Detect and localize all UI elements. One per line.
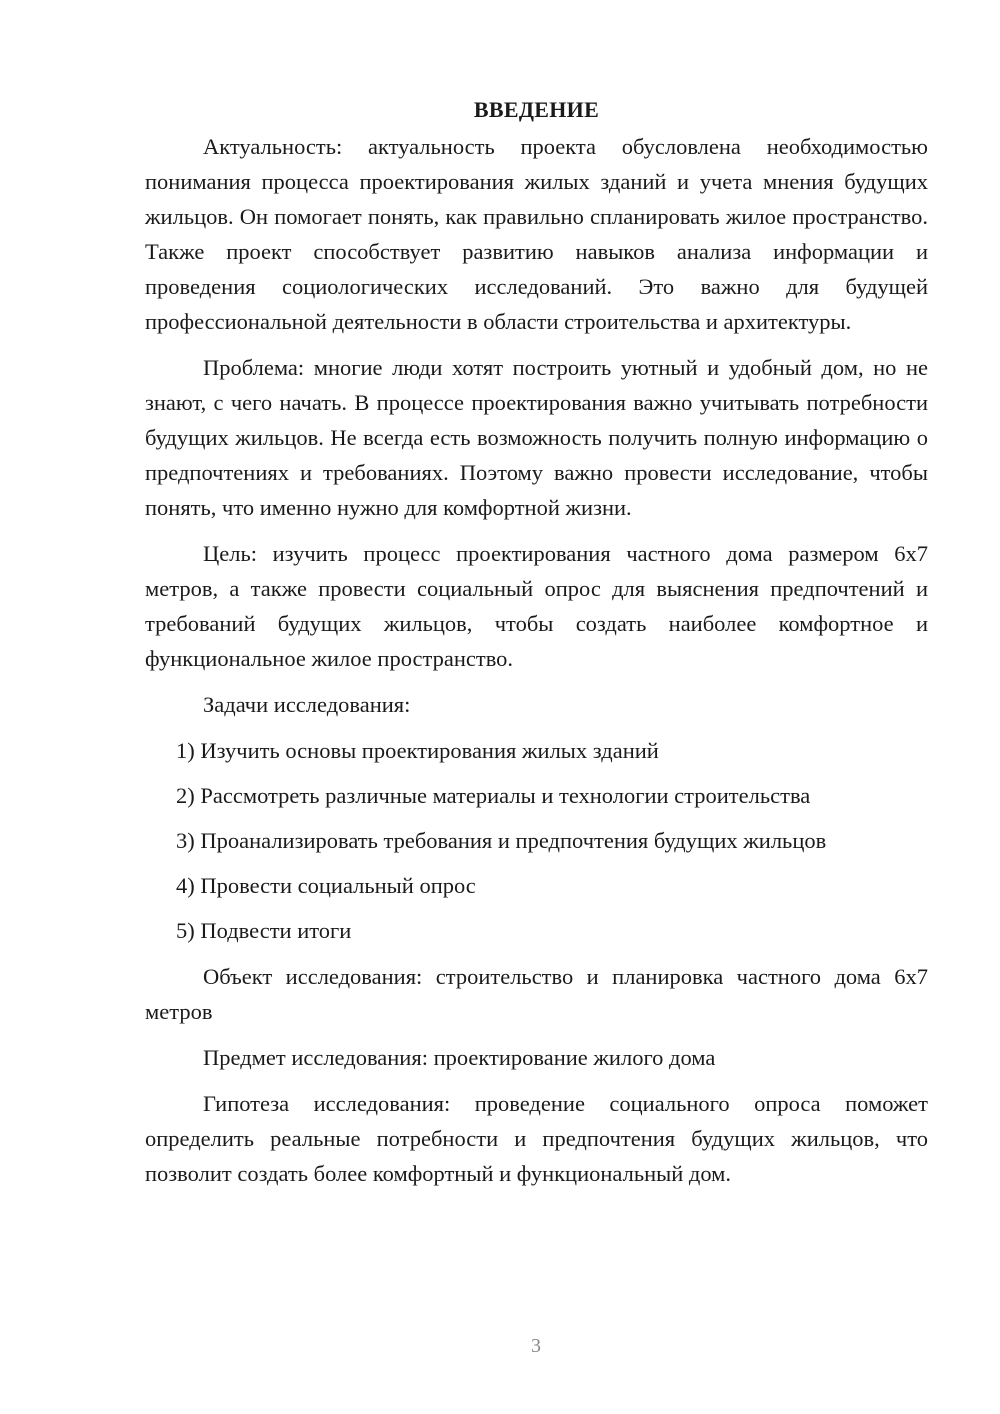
task-item-3: 3) Проанализировать требования и предпочтения будущих жильцов [176,828,827,853]
task-item-1: 1) Изучить основы проектирования жилых зданий [176,738,659,763]
subject-paragraph: Предмет исследования: проектирование жилого дома [203,1045,716,1070]
tasks-list [145,733,928,948]
relevance-paragraph: Актуальность: актуальность проекта обусловлена необходимостью понимания процесса проектирования жилых зданий и учета мнения будущих жильцов. Он помогает понять, как правильно спланировать жилое пространство. Также проект способствует развитию навыков анализа информации и проведения социологических исследований. Это важно для будущей профессиональной деятельности в области строительства и архитектуры. [145,134,928,334]
task-item-2: 2) Рассмотреть различные материалы и технологии строительства [176,783,811,808]
goal-paragraph: Цель: изучить процесс проектирования частного дома размером 6х7 метров, а также провести социальный опрос для выяснения предпочтений и требований будущих жильцов, чтобы создать наиболее комфортное и функциональное жилое пространство. [145,541,928,671]
section-heading: ВВЕДЕНИЕ [473,97,600,122]
tasks-heading: Задачи исследования: [203,692,411,717]
page-content [145,95,928,1202]
task-item-4: 4) Провести социальный опрос [176,873,476,898]
hypothesis-paragraph: Гипотеза исследования: проведение социального опроса поможет определить реальные потребности и предпочтения будущих жильцов, что позволит создать более комфортный и функциональный дом. [145,1091,928,1186]
object-paragraph: Объект исследования: строительство и планировка частного дома 6х7 метров [145,964,928,1024]
page-number: 3 [531,1335,541,1357]
problem-paragraph: Проблема: многие люди хотят построить уютный и удобный дом, но не знают, с чего начать. В процессе проектирования важно учитывать потребности будущих жильцов. Не всегда есть возможность получить полную информацию о предпочтениях и требованиях. Поэтому важно провести исследование, чтобы понять, что именно нужно для комфортной жизни. [145,355,928,520]
task-item-5: 5) Подвести итоги [176,918,352,943]
